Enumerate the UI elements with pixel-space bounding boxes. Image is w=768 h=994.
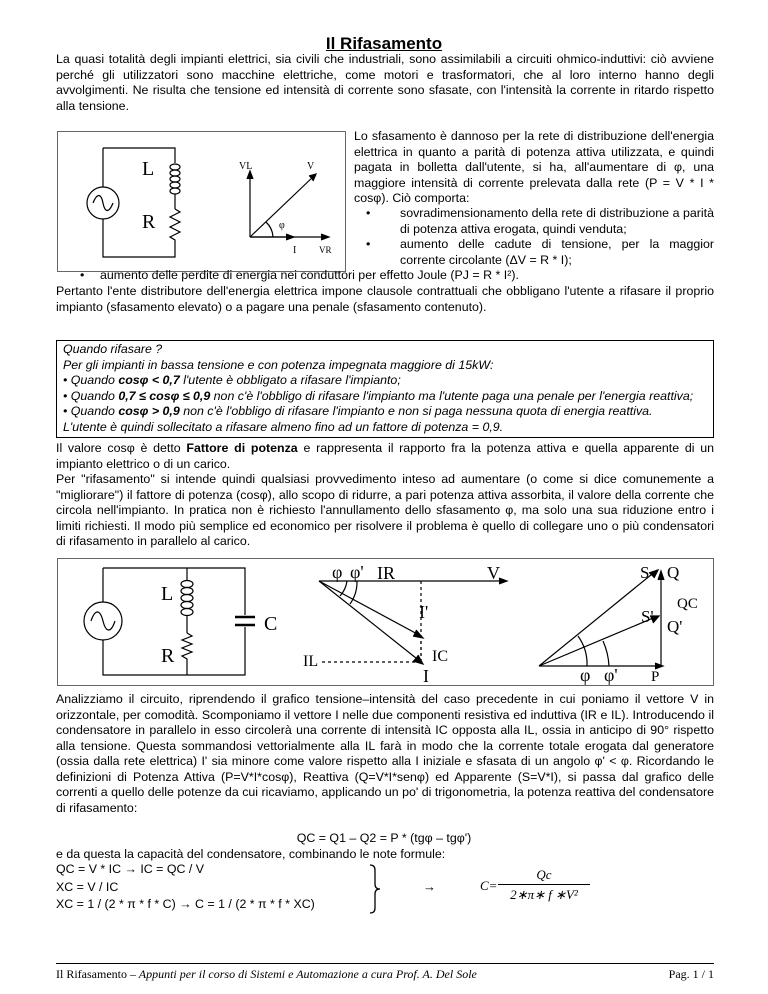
penalty-paragraph: Pertanto l'ente distributore dell'energia elettrica impone clausole contrattuali che obbligano l'utente a rifasare il proprio impianto (sfasamento elevato) o a pagare una penale (sfasamento contenuto). — [56, 284, 714, 314]
svg-text:φ: φ — [580, 665, 591, 685]
svg-text:I: I — [293, 245, 297, 256]
intro-paragraph: La quasi totalità degli impianti elettrici, sia civili che industriali, sono assimilabili a circuiti ohmico-induttivi: ciò avviene perché gli utilizzatori sono macchine elettriche, come motori e trasformatori, che al loro interno hanno degli avvolgimenti. Ne risulta che tensione ed intensità di corrente sono sfasate, con l'intensità la corrente in ritardo rispetto alla tensione. — [56, 52, 714, 113]
box-question: Quando rifasare ? — [63, 342, 163, 356]
page-number: Pag. 1 / 1 — [668, 967, 714, 981]
svg-text:V: V — [487, 563, 500, 583]
label-R: R — [142, 211, 156, 233]
side-paragraph: Lo sfasamento è dannoso per la rete di distribuzione dell'energia elettrica in quanto a parità di potenza attiva utilizzata, e quindi pagata in bolletta dall'utente, si ha, all'aumentare di φ, una maggiore intensità di corrente prelevata dalla rete (P = V * I * cosφ). Ciò comporta: — [354, 129, 714, 205]
svg-text:P: P — [651, 669, 660, 685]
svg-text:R: R — [161, 645, 175, 667]
power-factor-paragraph: Il valore cosφ è detto Fattore di potenza e rappresenta il rapporto fra la potenza attiva e quella apparente di un impianto elettrico o di un carico. — [56, 441, 714, 471]
page-title: Il Rifasamento — [325, 34, 443, 53]
bullet-dot: • — [366, 206, 371, 220]
svg-text:I': I' — [419, 602, 429, 622]
svg-text:VL: VL — [239, 161, 253, 172]
brace-icon — [368, 864, 382, 914]
svg-text:IR: IR — [377, 563, 395, 583]
box-item-1: • Quando cosφ < 0,7 l'utente è obbligato a rifasare l'impianto; — [63, 373, 401, 387]
svg-text:V: V — [307, 161, 315, 172]
figure-correction — [57, 558, 714, 686]
svg-text:IC: IC — [432, 648, 448, 665]
svg-text:φ': φ' — [604, 665, 618, 685]
rifasamento-paragraph: Per "rifasamento" si intende quindi qualsiasi provvedimento inteso ad aumentare (o come si dice comunemente a "migliorare") il fattore di potenza (cosφ), allo scopo di ridurre, a pari potenza attiva assorbita, il valore della corrente che circola nell'impianto. In pratica non è richiesto l'annullamento dello sfasamento φ, ma solo una sua riduzione entro i limiti richiesti. Il modo più semplice ed economico per risolvere il problema è quello di collegare uno o più condensatori di rifasamento in parallelo al carico. — [56, 472, 714, 548]
figure-rl-circuit — [57, 131, 346, 272]
capacity-paragraph: e da questa la capacità del condensatore, combinando le note formule: — [56, 847, 446, 861]
svg-text:φ: φ — [279, 220, 285, 231]
side-bullet-2: aumento delle cadute di tensione, per la maggior corrente circolante (ΔV = R * I); — [400, 237, 714, 267]
svg-text:Q: Q — [667, 563, 680, 582]
fraction-bar — [498, 884, 590, 885]
svg-text:S': S' — [641, 607, 654, 626]
footer-rule — [56, 963, 714, 964]
footer-text: Il Rifasamento – Appunti per il corso di Sistemi e Automazione a cura Prof. A. Del Sole — [56, 967, 477, 981]
svg-text:C: C — [264, 613, 278, 635]
svg-text:L: L — [161, 583, 174, 605]
formula-denominator: 2∗π∗ f ∗V² — [510, 887, 578, 902]
svg-text:Q': Q' — [667, 617, 683, 636]
formula-line-3: XC = 1 / (2 * π * f * C) → C = 1 / (2 * π * f * XC) — [56, 897, 315, 911]
box-item-3: • Quando cosφ > 0,9 non c'è l'obbligo di rifasare l'impianto e non si paga nessuna quota di energia reattiva. — [63, 404, 653, 418]
svg-text:QC: QC — [677, 596, 698, 612]
analysis-paragraph: Analizziamo il circuito, riprendendo il grafico tensione–intensità del caso precedente in cui poniamo il vettore V in orizzontale, per comodità. Scomponiamo il vettore I nelle due componenti resistiva ed induttiva (IR e IL). Introducendo il condensatore in parallelo in esso circolerà una corrente di intensità IC opposta alla IL, ossia in anticipo di 90° rispetto alla tensione. Questa sommandosi vettorialmente alla IL farà in modo che la corrente totale erogata dal generatore (ossia dalla rete elettrica) I' sia minore come valore rispetto alla I iniziale e sfasata di un angolo φ' < φ. Ricordando le definizioni di Potenza Attiva (P=V*I*cosφ), Reattiva (Q=V*I*senφ) ed Apparente (S=V*I), si passa dal grafico delle correnti a quello delle potenze da cui ricaviamo, applicando un po' di trigonometria, la potenza reattiva del condensatore di rifasamento: — [56, 692, 714, 815]
svg-text:φ: φ — [332, 562, 343, 582]
box-final: L'utente è quindi sollecitato a rifasare almeno fino ad un fattore di potenza = 0,9. — [63, 419, 504, 434]
bullet-joule: aumento delle perdite di energia nei conduttori per effetto Joule (PJ = R * I²). — [100, 268, 519, 282]
formula-numerator: Qc — [536, 867, 552, 882]
formula-line-1: QC = V * IC → IC = QC / V — [56, 862, 205, 876]
box-item-2: • Quando 0,7 ≤ cosφ ≤ 0,9 non c'è l'obbligo di rifasare l'impianto ma l'utente paga una penale per l'energia reattiva; — [63, 388, 694, 403]
label-L: L — [142, 158, 155, 180]
svg-text:S: S — [640, 563, 650, 582]
box-condition: Per gli impianti in bassa tensione e con potenza impegnata maggiore di 15kW: — [63, 357, 494, 372]
formula-lhs: C= — [480, 878, 498, 893]
svg-text:VR: VR — [319, 245, 332, 255]
when-to-correct-box — [56, 340, 714, 438]
svg-text:IL: IL — [303, 653, 319, 670]
bullet-dot: • — [80, 268, 85, 282]
svg-text:I: I — [423, 666, 429, 686]
formula-line-2: XC = V / IC — [56, 880, 119, 894]
svg-text:φ': φ' — [350, 562, 364, 582]
implies-arrow: → — [423, 879, 436, 894]
side-bullet-1: sovradimensionamento della rete di distribuzione a parità di potenza attiva erogata, quindi venduta; — [400, 206, 714, 236]
equation-qc: QC = Q1 – Q2 = P * (tgφ – tgφ') — [296, 831, 472, 845]
bullet-dot: • — [366, 237, 371, 251]
